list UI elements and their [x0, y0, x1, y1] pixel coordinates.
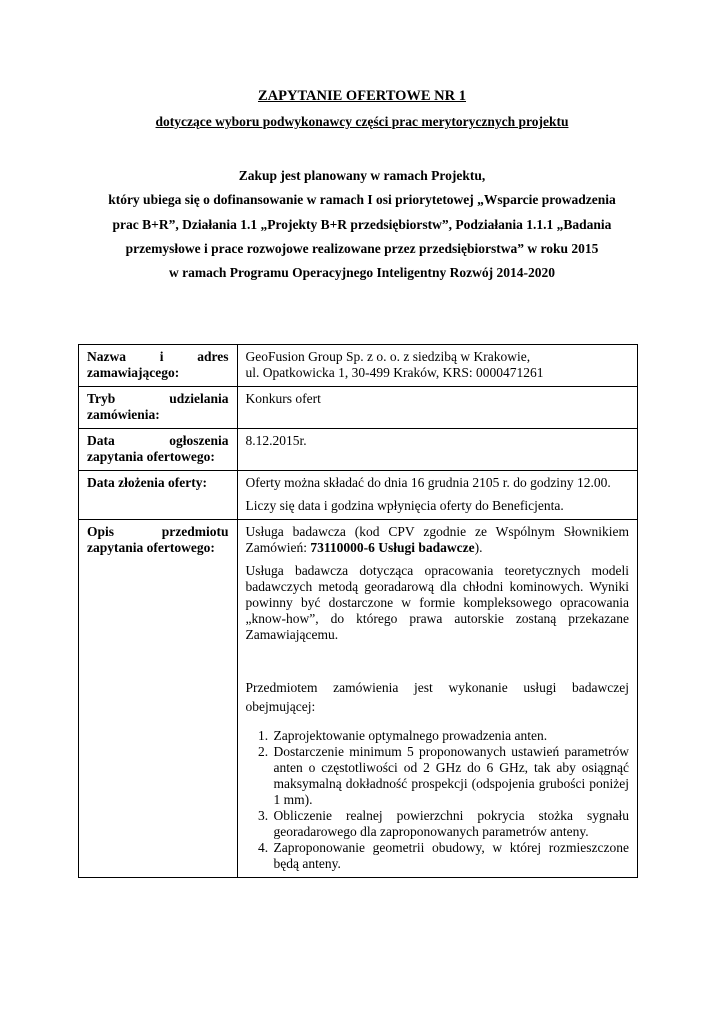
scope-list — [246, 728, 629, 872]
intro-line: w ramach Programu Operacyjnego Inteligentny Rozwój 2014-2020 — [169, 265, 555, 281]
spacer — [246, 650, 629, 678]
row-label: Data złożenia oferty: — [79, 471, 238, 520]
list-item: 2. Dostarczenie minimum 5 proponowanych ustawień parametrów anten o częstotliwości od 2 GHz do 6 GHz, tak aby osiągnąć maksymalną dokładność prospekcji (odspojenia grubości poniżej 1 mm). — [272, 744, 629, 808]
table-row — [79, 387, 638, 429]
row-label: Tryb udzielania zamówienia: — [79, 387, 238, 429]
company-address-line: ul. Opatkowicka 1, 30-499 Kraków, KRS: 0000471261 — [245, 365, 544, 380]
table-row — [79, 429, 638, 471]
deadline-paragraph: Oferty można składać do dnia 16 grudnia 2105 r. do godziny 12.00. — [245, 475, 611, 490]
company-name-line: GeoFusion Group Sp. z o. o. z siedzibą w Krakowie, — [245, 349, 531, 364]
document-title: ZAPYTANIE OFERTOWE NR 1 — [257, 88, 467, 104]
list-item: 4. Zaproponowanie geometrii obudowy, w której rozmieszczone będą anteny. — [272, 840, 629, 872]
scope-intro: Przedmiotem zamówienia jest wykonanie usługi badawczej obejmującej: — [245, 680, 629, 714]
row-value — [237, 520, 637, 878]
intro-line: prac B+R”, Działania 1.1 „Projekty B+R przedsiębiorstw”, Podziałania 1.1.1 „Badania — [112, 216, 612, 232]
intro-line: Zakup jest planowany w ramach Projektu, — [238, 168, 486, 183]
row-value — [237, 471, 637, 520]
table-row — [79, 471, 638, 520]
cpv-paragraph — [246, 524, 629, 556]
row-label: Nazwa i adres zamawiającego: — [79, 345, 238, 387]
list-item: 1. Zaprojektowanie optymalnego prowadzenia anten. — [272, 728, 629, 744]
cpv-code: 73110000-6 Usługi badawcze — [310, 540, 475, 555]
document-subtitle: dotyczące wyboru podwykonawcy części prac merytorycznych projektu — [155, 114, 569, 129]
table-row — [79, 345, 638, 387]
intro-line: który ubiega się o dofinansowanie w ramach I osi priorytetowej „Wsparcie prowadzenia — [108, 192, 616, 208]
row-label: Data ogłoszenia zapytania ofertowego: — [79, 429, 238, 471]
offer-details-table — [78, 344, 638, 878]
cpv-suffix: ). — [474, 540, 483, 555]
project-intro — [70, 164, 654, 285]
list-item: 3. Obliczenie realnej powierzchni pokrycia stożka sygnału georadarowego dla zaproponowanych parametrów anteny. — [272, 808, 629, 840]
service-description: Usługa badawcza dotycząca opracowania teoretycznych modeli badawczych metodą georadarową dla chłodni kominowych. Wyniki powinny być dostarczone w formie kompleksowego opracowania „know-how”, do którego prawa autorskie zostaną przekazane Zamawiającemu. — [245, 563, 629, 642]
row-value: Konkurs ofert — [237, 387, 637, 429]
row-label: Opis przedmiotu zapytania ofertowego: — [79, 520, 238, 878]
row-value — [237, 345, 637, 387]
cpv-prefix: Usługa badawcza (kod CPV zgodnie ze Wspólnym Słownikiem Zamówień: — [245, 524, 629, 555]
row-value: 8.12.2015r. — [237, 429, 637, 471]
table-row — [79, 520, 638, 878]
deadline-note: Liczy się data i godzina wpłynięcia oferty do Beneficjenta. — [245, 498, 564, 513]
intro-line: przemysłowe i prace rozwojowe realizowane przez przedsiębiorstwa” w roku 2015 — [125, 240, 599, 256]
